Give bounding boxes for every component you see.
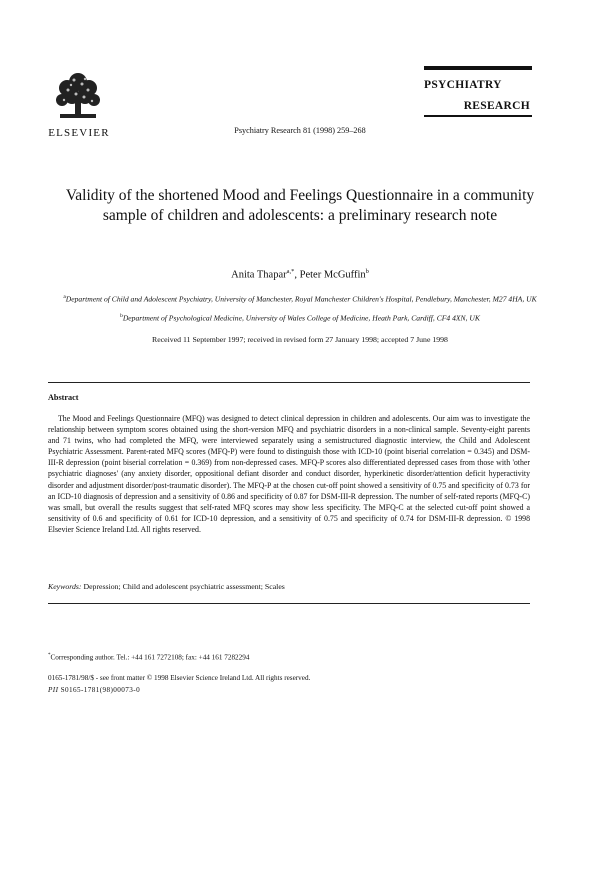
journal-logo-top-bar (424, 66, 532, 70)
corresponding-author-footnote (48, 653, 249, 661)
affiliation-mark: b (120, 313, 123, 319)
journal-name-line1: PSYCHIATRY (424, 79, 502, 91)
keywords-text: Depression; Child and adolescent psychiatric assessment; Scales (83, 582, 285, 591)
author-marks: b (365, 268, 369, 275)
abstract-body: The Mood and Feelings Questionnaire (MFQ) was designed to detect clinical depression in children and adolescents. Our aim was to investigate the relationship between symptom scores obtained using the short-version MFQ and psychiatric disorders in a non-clinical sample. Seventy-eight parents and 71 twins, who had completed the MFQ, were interviewed separately using a semistructured diagnostic interview, the Child and Adolescent Psychiatric Assessment. Parent-rated MFQ scores (MFQ-P) were found to distinguish those with ICD-10 (point biserial correlation = 0.345) and DSM-III-R depression (point biserial correlation = 0.369) from non-depressed cases. MFQ-P scores also differentiated depressed cases from those with 'other psychiatric diagnoses' (any anxiety disorder, oppositional defiant disorder and conduct disorder, hyperkinetic disorder/attention deficit hyperactivity disorder and adjustment disorder/post-traumatic disorder). The MFQ-P at the chosen cut-off point showed a sensitivity of 0.75 and specificity of 0.73 for an ICD-10 diagnosis of depression and a sensitivity of 0.86 and specificity of 0.87 for DSM-III-R depression. The number of self-rated reports (MFQ-C) was small, but overall the results suggest that self-rated MFQ scores may show less specificity. The MFQ-C at the selected cut-off point showed a sensitivity of 0.6 and specificity of 0.61 for ICD-10 depression, and a sensitivity of 0.75 and specificity of 0.74 for DSM-III-R depression. © 1998 Elsevier Science Ireland Ltd. All rights reserved. (48, 414, 530, 534)
publisher-name: ELSEVIER (48, 127, 110, 139)
author-separator: , (294, 269, 300, 281)
affiliation (60, 292, 540, 305)
footnote-mark: * (48, 653, 51, 658)
journal-logo-bottom-bar (424, 115, 532, 117)
pii-line (48, 686, 140, 694)
pii-label: PII (48, 686, 59, 694)
abstract-heading: Abstract (48, 393, 79, 402)
pii-value: S0165-1781(98)00073-0 (60, 686, 141, 694)
elsevier-tree-icon (54, 70, 102, 120)
issn-line: 0165-1781/98/$ - see front matter © 1998 Elsevier Science Ireland Ltd. All rights reserved. (48, 674, 311, 682)
affiliation (60, 311, 540, 324)
divider (48, 603, 530, 604)
journal-citation: Psychiatry Research 81 (1998) 259–268 (234, 126, 366, 135)
footnote-text: Corresponding author. Tel.: +44 161 7272108; fax: +44 161 7282294 (50, 653, 250, 662)
journal-logo (424, 66, 532, 117)
author-name: Peter McGuffin (299, 269, 366, 281)
affiliation-text: Department of Child and Adolescent Psychiatry, University of Manchester, Royal Manchester Children's Hospital, Pendlebury, Manchester, M27 4HA, UK (65, 294, 537, 304)
received-dates: Received 11 September 1997; received in revised form 27 January 1998; accepted 7 June 1998 (152, 335, 448, 344)
affiliation-text: Department of Psychological Medicine, University of Wales College of Medicine, Heath Park, Cardiff, CF4 4XN, UK (122, 313, 480, 323)
journal-name-line2: RESEARCH (463, 100, 530, 112)
author-name: Anita Thapar (231, 269, 287, 281)
affiliation-mark: a (63, 294, 66, 300)
keywords-label: Keywords: (48, 582, 82, 591)
author-marks: a,* (286, 268, 295, 275)
divider (48, 382, 530, 383)
keywords (48, 582, 285, 591)
article-title: Validity of the shortened Mood and Feelings Questionnaire in a community sample of children and adolescents: a preliminary research note (65, 187, 535, 224)
author-list (0, 268, 600, 281)
